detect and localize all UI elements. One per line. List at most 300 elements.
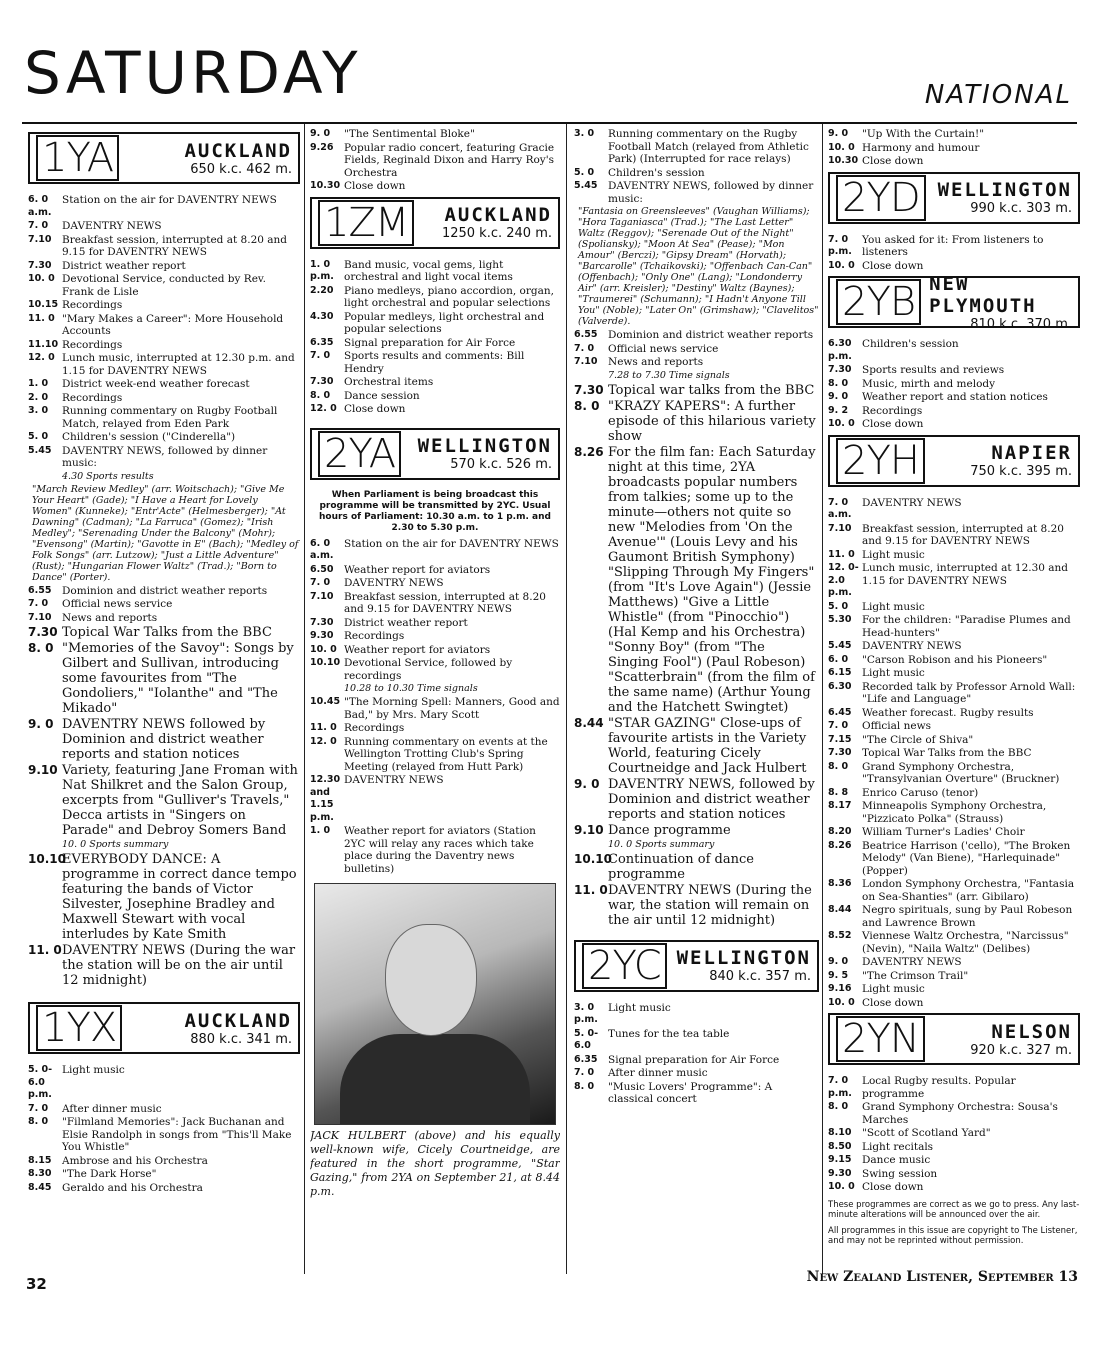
schedule-description: Close down [344,403,406,415]
schedule-time: 10. 0 [828,996,855,1008]
station-header-2yh [828,435,1080,487]
schedule-description: Topical War Talks from the BBC [862,747,1032,759]
schedule-row [828,128,1080,141]
schedule-description: "Up With the Curtain!" [862,128,985,140]
schedule-description: London Symphony Orchestra, "Fantasia on Sea-Shanties" (arr. Gibilaro) [862,878,1075,903]
schedule-time: 7.10 [574,356,598,367]
schedule-time: 10. 0 [828,259,855,271]
station-header-2yb [828,272,1080,332]
schedule-description: "Scott of Scotland Yard" [862,1127,991,1139]
schedule-time: 8.17 [828,800,852,811]
schedule-row [28,641,300,716]
schedule-time: 8.10 [828,1127,852,1138]
schedule-row [28,299,300,312]
station-header-1yx [28,1002,300,1054]
schedule-description: EVERYBODY DANCE: A programme in correct dance tempo featuring the bands of Victor Silvester, Josephine Bradley and Maxwell Stewart with vocal interludes by Kate Smith [62,852,297,942]
station-frequency: 990 k.c. 303 m. [970,201,1072,216]
schedule-time: 6.15 [828,667,852,678]
schedule-row [28,717,300,762]
schedule-time: 7.10 [28,233,52,245]
portrait-photo [314,883,556,1125]
schedule-description: Popular radio concert, featuring Gracie Fields, Reginald Dixon and Harry Roy's Orchestra [344,141,555,179]
schedule-row [28,378,300,391]
schedule-description: Light recitals [862,1140,934,1153]
schedule-time: 5. 0 [828,600,849,612]
schedule-description: Recordings [62,391,123,404]
schedule-row [828,1141,1080,1154]
schedule-description: Popular medleys, light orchestral and popular selections [344,310,545,335]
schedule-row [828,720,1080,733]
schedule-row [828,997,1080,1010]
schedule-description: "The Circle of Shiva" [862,733,974,746]
schedule-time: 10.10 [310,657,341,668]
schedule-row [28,625,300,640]
station-frequency: 750 k.c. 395 m. [970,464,1072,479]
schedule-time: 5. 0 [574,166,595,178]
copyright-notice: All programmes in this issue are copyright to The Listener, and may not be reprinted without permission. [828,1225,1078,1246]
schedule-description: Lunch music, interrupted at 12.30 p.m. and 1.15 for DAVENTRY NEWS [62,352,295,377]
schedule-2yh [828,497,1080,1010]
schedule-row [828,405,1080,418]
schedule-time: 8.30 [28,1168,52,1179]
schedule-time: 5.45 [828,640,852,651]
schedule-description: Band music, vocal gems, light orchestral and light vocal items [344,258,513,283]
schedule-row [574,356,819,369]
schedule-time: 6. 0 a.m. [310,537,334,561]
schedule-row [574,128,819,166]
schedule-description: Weather report for aviators [344,643,491,656]
schedule-time: 5. 0-6.0 [574,1027,599,1051]
schedule-time: 10. 0 [828,418,855,429]
schedule-row [28,943,300,988]
schedule-time: 8.15 [28,1154,52,1166]
schedule-time: 12. 0 [28,352,55,363]
schedule-time: 7.30 [28,259,52,271]
schedule-time: 7. 0 p.m. [828,1075,852,1099]
schedule-description: Variety, featuring Jane Froman with Nat Shilkret and the Salon Group, excerpts from "Gulliver's Travels," Decca artists in "Singers on Parade" and Debroy Somers Band [62,763,298,838]
page-number: 32 [26,1275,47,1293]
schedule-row [310,630,560,643]
station-call-sign: 2YD [836,175,926,221]
schedule-time: 7. 0 [28,220,49,231]
station-city: AUCKLAND [184,139,292,162]
schedule-time: 7.15 [828,733,852,745]
schedule-time: 12. 0 [310,735,337,747]
schedule-time: 10. 0 [828,1181,855,1192]
station-frequency: 920 k.c. 327 m. [970,1042,1072,1058]
schedule-description: Recordings [344,630,405,642]
schedule-time: 3. 0 p.m. [574,1001,598,1025]
station-city: WELLINGTON [937,179,1072,201]
schedule-description: Recordings [344,722,405,734]
schedule-description: Light music [862,983,925,995]
schedule-description: News and reports [608,356,704,368]
schedule-2ya-afternoon [574,128,819,205]
schedule-time: 5.30 [828,614,852,625]
schedule-row [828,418,1080,431]
schedule-description: DAVENTRY NEWS followed by Dominion and district weather reports and station notices [62,717,266,762]
schedule-time: 9.26 [310,141,334,153]
schedule-description: Dance session [344,389,420,402]
schedule-row [310,538,560,563]
station-header-1zm [310,197,560,249]
schedule-note: 4.30 Sports results [62,470,154,482]
schedule-row [828,878,1080,903]
schedule-time: 7. 0 p.m. [828,233,852,257]
schedule-description: Weather report for aviators [344,563,491,576]
schedule-row [828,667,1080,680]
schedule-time: 9.30 [828,1167,852,1179]
schedule-time: 7.10 [310,590,334,602]
schedule-description: Sports results and comments: Bill Hendry [344,350,525,375]
schedule-time: 10.15 [28,299,59,310]
schedule-row [574,329,819,342]
schedule-description: Light music [862,667,925,679]
schedule-time: 5. 0-6.0 p.m. [28,1064,53,1100]
schedule-description: DAVENTRY NEWS [62,220,162,232]
schedule-description: William Turner's Ladies' Choir [862,826,1025,838]
schedule-row [28,431,300,444]
schedule-row [828,523,1080,548]
schedule-description: Negro spirituals, sung by Paul Robeson and Lawrence Brown [862,904,1073,929]
schedule-row [828,1181,1080,1194]
schedule-row [310,180,560,193]
schedule-time: 8.26 [828,839,852,851]
schedule-time: 7.10 [28,611,52,623]
schedule-description: Recordings [862,404,923,417]
schedule-description: Close down [862,259,924,272]
station-call-sign: 2YN [836,1016,925,1062]
schedule-description: Viennese Waltz Orchestra, "Narcissus" (Nevin), "Naila Waltz" (Delibes) [862,930,1069,955]
schedule-row [828,1154,1080,1167]
schedule-description: "Music Lovers' Programme": A classical concert [608,1080,773,1105]
disclaimer: These programmes are correct as we go to press. Any last-minute alterations will be announced over the air. [828,1199,1080,1220]
schedule-description: Tunes for the tea table [608,1027,730,1040]
schedule-1zm [310,259,560,416]
schedule-time: 1. 0 [310,825,331,836]
schedule-time: 2.20 [310,284,334,296]
schedule-description: Breakfast session, interrupted at 8.20 and 9.15 for DAVENTRY NEWS [62,233,288,258]
schedule-time: 8.20 [828,826,852,837]
schedule-description: "Carson Robison and his Pioneers" [862,653,1048,666]
schedule-time: 11. 0 [28,312,55,324]
schedule-row [828,234,1080,259]
schedule-2yn [828,1075,1080,1194]
schedule-description: Devotional Service, conducted by Rev. Frank de Lisle [62,273,266,298]
station-frequency: 840 k.c. 357 m. [709,969,811,984]
schedule-time: 8. 8 [828,786,849,798]
schedule-note: 10.28 to 10.30 Time signals [344,683,478,694]
schedule-time: 8.52 [828,930,852,941]
schedule-time: 8. 0 [828,1101,849,1112]
schedule-2ya [310,538,560,683]
schedule-description: Light music [62,1064,125,1076]
schedule-description: DAVENTRY NEWS [862,640,962,652]
schedule-2yc [574,1002,819,1106]
station-header-2yd [828,172,1080,224]
schedule-description: Dominion and district weather reports [608,329,814,341]
schedule-time: 7.30 [28,625,58,639]
schedule-description: Topical War Talks from the BBC [62,625,272,640]
schedule-time: 8. 0 [574,398,600,413]
schedule-row [28,194,300,219]
station-city: AUCKLAND [444,204,552,226]
schedule-description: Children's session [862,338,959,350]
schedule-time: 7. 0 a.m. [828,496,852,520]
schedule-description: Station on the air for DAVENTRY NEWS [62,194,277,206]
schedule-time: 2. 0 [28,391,49,403]
schedule-description: Music, mirth and melody [862,377,996,390]
station-city: NELSON [991,1020,1072,1043]
schedule-row [828,956,1080,969]
schedule-row [828,338,1080,363]
schedule-2ya-evening [574,329,819,369]
schedule-description: Beatrice Harrison ('cello), "The Broken Melody" (Van Biene), "Harlequinade" (Popper) [862,839,1071,877]
schedule-row [828,983,1080,996]
schedule-row [828,614,1080,639]
schedule-description: Dance programme [608,822,731,838]
schedule-row [574,777,819,822]
schedule-row [310,285,560,310]
schedule-description: Official news service [608,342,719,355]
schedule-time: 8.44 [574,715,604,730]
schedule-description: DAVENTRY NEWS [862,496,962,509]
schedule-note: 10. 0 Sports summary [608,838,715,850]
schedule-row [574,883,819,928]
schedule-row [310,774,560,824]
schedule-description: DAVENTRY NEWS, followed by dinner music: [62,444,268,469]
schedule-1ya [28,194,300,470]
schedule-row [28,1168,300,1181]
schedule-time: 9. 2 [828,404,849,416]
schedule-description: Station on the air for DAVENTRY NEWS [344,537,559,550]
schedule-description: For the children: "Paradise Plumes and Head-hunters" [862,614,1071,639]
schedule-description: Breakfast session, interrupted at 8.20 and 9.15 for DAVENTRY NEWS [344,590,546,615]
schedule-row [28,260,300,273]
station-header-2yn [828,1013,1080,1065]
schedule-row [28,612,300,625]
schedule-row [574,343,819,356]
schedule-description: "The Sentimental Bloke" [344,128,475,140]
schedule-description: "KRAZY KAPERS": A further episode of this hilarious variety show [608,398,816,444]
schedule-row [574,1054,819,1067]
schedule-row [310,825,560,875]
station-frequency: 1250 k.c. 240 m. [441,226,552,241]
schedule-description: DAVENTRY NEWS, followed by dinner music: [608,180,814,205]
schedule-1ya-late [28,852,300,988]
schedule-row [574,383,819,398]
schedule-description: Recordings [62,299,123,311]
schedule-time: 9.10 [574,822,604,837]
schedule-row [828,1168,1080,1181]
schedule-description: Weather report and station notices [862,391,1048,403]
schedule-row [310,644,560,657]
schedule-description: "Memories of the Savoy": Songs by Gilbert and Sullivan, introducing some favourites from "The Gondoliers," "Iolanthe" and "The Mikado" [62,641,294,716]
schedule-row [828,260,1080,273]
schedule-row [28,1103,300,1116]
station-call-sign: 2YA [318,431,401,477]
schedule-row [28,1064,300,1102]
schedule-description: Recorded talk by Professor Arnold Wall: "Life and Language" [862,680,1076,705]
schedule-2ya-midday [310,696,560,875]
schedule-1yx [28,1064,300,1194]
schedule-description: "Filmland Memories": Jack Buchanan and Elsie Randolph in songs from "This'll Make You Whistle" [62,1116,292,1153]
schedule-time: 5. 0 [28,431,49,442]
schedule-row [310,311,560,336]
schedule-description: Running commentary on Rugby Football Match, relayed from Eden Park [62,405,278,430]
schedule-time: 4.30 [310,310,334,322]
schedule-description: District weather report [344,616,468,629]
station-city: AUCKLAND [184,1009,292,1032]
schedule-description: Lunch music, interrupted at 12.30 and 1.15 for DAVENTRY NEWS [862,562,1069,587]
schedule-row [574,852,819,882]
station-call-sign: 2YB [836,279,921,325]
schedule-description: Geraldo and his Orchestra [62,1181,203,1194]
schedule-row [310,337,560,350]
schedule-row [310,657,560,682]
schedule-description: Official news service [62,598,173,610]
schedule-1ya-feature [28,625,300,838]
schedule-time: 10. 0 [28,273,55,284]
station-call-sign: 2YH [836,438,925,484]
schedule-row [574,1028,819,1053]
schedule-description: Grand Symphony Orchestra, "Transylvanian Overture" (Bruckner) [862,760,1060,785]
schedule-row [574,445,819,715]
schedule-2yd [828,234,1080,273]
schedule-row [574,1081,819,1106]
schedule-row [28,852,300,942]
schedule-row [28,234,300,259]
schedule-row [828,155,1080,168]
schedule-time: 12. 0-2.0 p.m. [828,562,859,598]
schedule-row [574,823,819,838]
schedule-time: 10. 0 [828,141,855,153]
schedule-row [28,405,300,430]
column-divider [822,124,823,1274]
schedule-description: News and reports [62,611,158,624]
schedule-description: Running commentary on events at the Wellington Trotting Club's Spring Meeting (relayed from Hutt Park) [344,735,548,773]
station-call-sign: 1ZM [318,200,414,246]
schedule-description: Orchestral items [344,376,434,388]
schedule-row [574,1002,819,1027]
schedule-time: 10.30 [828,155,859,166]
parliament-notice: When Parliament is being broadcast this programme will be transmitted by 2YC. Usual hours of Parliament: 10.30 a.m. to 1 p.m. and 2.30 to 5.30 p.m. [319,489,551,533]
dinner-music-list: "Fantasia on Greensleeves" (Vaughan Williams); "Hora Taganiasca" (Trad.); "The Last Letter" Waltz (Reggov); "Serenade Out of the Night" (Spoliansky); "Moon At Sea" (Pease); "Mon Amour" (Berczi); "Gipsy Dream" (Horvath); "Barcarolle" (Tchaikovski); "Offenbach Can-Can" (Offenbach); "Only One" (Lang); "Londonderry Air" (arr. Kreisler); "Destiny" Waltz (Baynes); "Traumerei" (Schumann); "I Hadn't Anyone Till You" (Noble); "Later On" (Grimshaw); "Clavelitos" (Valverde). [578,206,819,327]
dinner-music-list: "March Review Medley" (arr. Woitschach); "Give Me Your Heart" (Gade); "I Have a Heart for Lovely Women" (Kunneke); "Entr'Acte" (Helmesberger); "At Dawning" (Cadman); "La Farruca" (Gomez); "Irish Medley"; "Serenading Under the Balcony" (Mohr); "Evensong" (Martin); "Gavotte in E" (Bach); "Medley of Folk Songs" (arr. Lutzow); "Just a Little Adventure" (Rust); "Hungarian Flower Waltz" (Trad.); "Born to Dance" (Porter). [32,483,299,583]
schedule-row [828,601,1080,614]
schedule-row [828,1127,1080,1140]
schedule-description: DAVENTRY NEWS (During the war the station will be on the air until 12 midnight) [62,943,296,988]
header-rule [22,122,1077,124]
station-header-2yc [574,940,819,992]
schedule-time: 9. 0 [310,128,331,139]
schedule-row [828,707,1080,720]
schedule-time: 8.50 [828,1140,852,1152]
schedule-time: 9.15 [828,1154,852,1165]
schedule-row [828,378,1080,391]
station-call-sign: 1YA [36,135,119,181]
schedule-row [828,1075,1080,1100]
schedule-time: 8.36 [828,878,852,889]
schedule-description: DAVENTRY NEWS [862,956,962,968]
schedule-description: "The Dark Horse" [62,1168,157,1180]
schedule-row [310,722,560,735]
schedule-row [28,1155,300,1168]
schedule-2ya-late [574,852,819,928]
schedule-row [828,800,1080,825]
schedule-time: 9.16 [828,983,852,994]
schedule-1ya-evening [28,585,300,625]
schedule-row [828,391,1080,404]
schedule-time: 9.10 [28,763,58,777]
schedule-row [310,403,560,416]
schedule-time: 10. 0 [310,643,337,655]
schedule-description: Signal preparation for Air Force [344,336,516,349]
network-label: NATIONAL [924,80,1072,110]
station-city: WELLINGTON [417,435,552,457]
schedule-description: After dinner music [62,1102,162,1115]
schedule-description: Signal preparation for Air Force [608,1053,780,1066]
schedule-time: 7. 0 [574,1067,595,1078]
schedule-row [310,128,560,141]
schedule-time: 7. 0 [828,720,849,731]
schedule-description: Sports results and reviews [862,364,1005,376]
station-call-sign: 1YX [36,1005,122,1051]
schedule-time: 1. 0 [28,378,49,389]
schedule-row [28,598,300,611]
schedule-description: DAVENTRY NEWS, followed by Dominion and district weather reports and station notices [608,776,815,822]
schedule-time: 9. 0 [574,776,600,791]
schedule-time: 9.30 [310,630,334,641]
schedule-description: Close down [862,996,924,1009]
schedule-row [828,970,1080,983]
schedule-description: District week-end weather forecast [62,378,250,390]
schedule-row [28,585,300,598]
schedule-description: Light music [862,548,925,561]
schedule-row [828,787,1080,800]
schedule-1ya-cont [310,128,560,193]
station-frequency: 650 k.c. 462 m. [190,161,292,177]
schedule-row [310,390,560,403]
schedule-time: 8.44 [828,904,852,915]
schedule-time: 10.10 [28,852,66,866]
schedule-row [28,1116,300,1154]
station-city: WELLINGTON [676,947,811,969]
schedule-time: 9. 5 [828,969,849,981]
schedule-note: 7.28 to 7.30 Time signals [608,369,730,381]
schedule-description: Close down [862,418,924,430]
schedule-time: 5.45 [28,444,52,456]
schedule-time: 8. 0 [828,760,849,772]
schedule-row [574,399,819,444]
schedule-row [828,930,1080,955]
schedule-description: Close down [862,1181,924,1193]
schedule-2yb [828,338,1080,431]
schedule-row [828,142,1080,155]
schedule-row [828,761,1080,786]
schedule-time: 6.35 [574,1053,598,1065]
schedule-description: Continuation of dance programme [608,851,754,882]
schedule-time: 9. 0 [828,391,849,402]
schedule-description: Dance music [862,1154,931,1166]
schedule-description: Weather forecast. Rugby results [862,706,1034,719]
station-city: NAPIER [991,442,1072,464]
schedule-row [828,654,1080,667]
schedule-description: Swing session [862,1167,938,1180]
column-4 [828,128,1080,1258]
schedule-description: Enrico Caruso (tenor) [862,786,979,799]
schedule-row [828,562,1080,600]
